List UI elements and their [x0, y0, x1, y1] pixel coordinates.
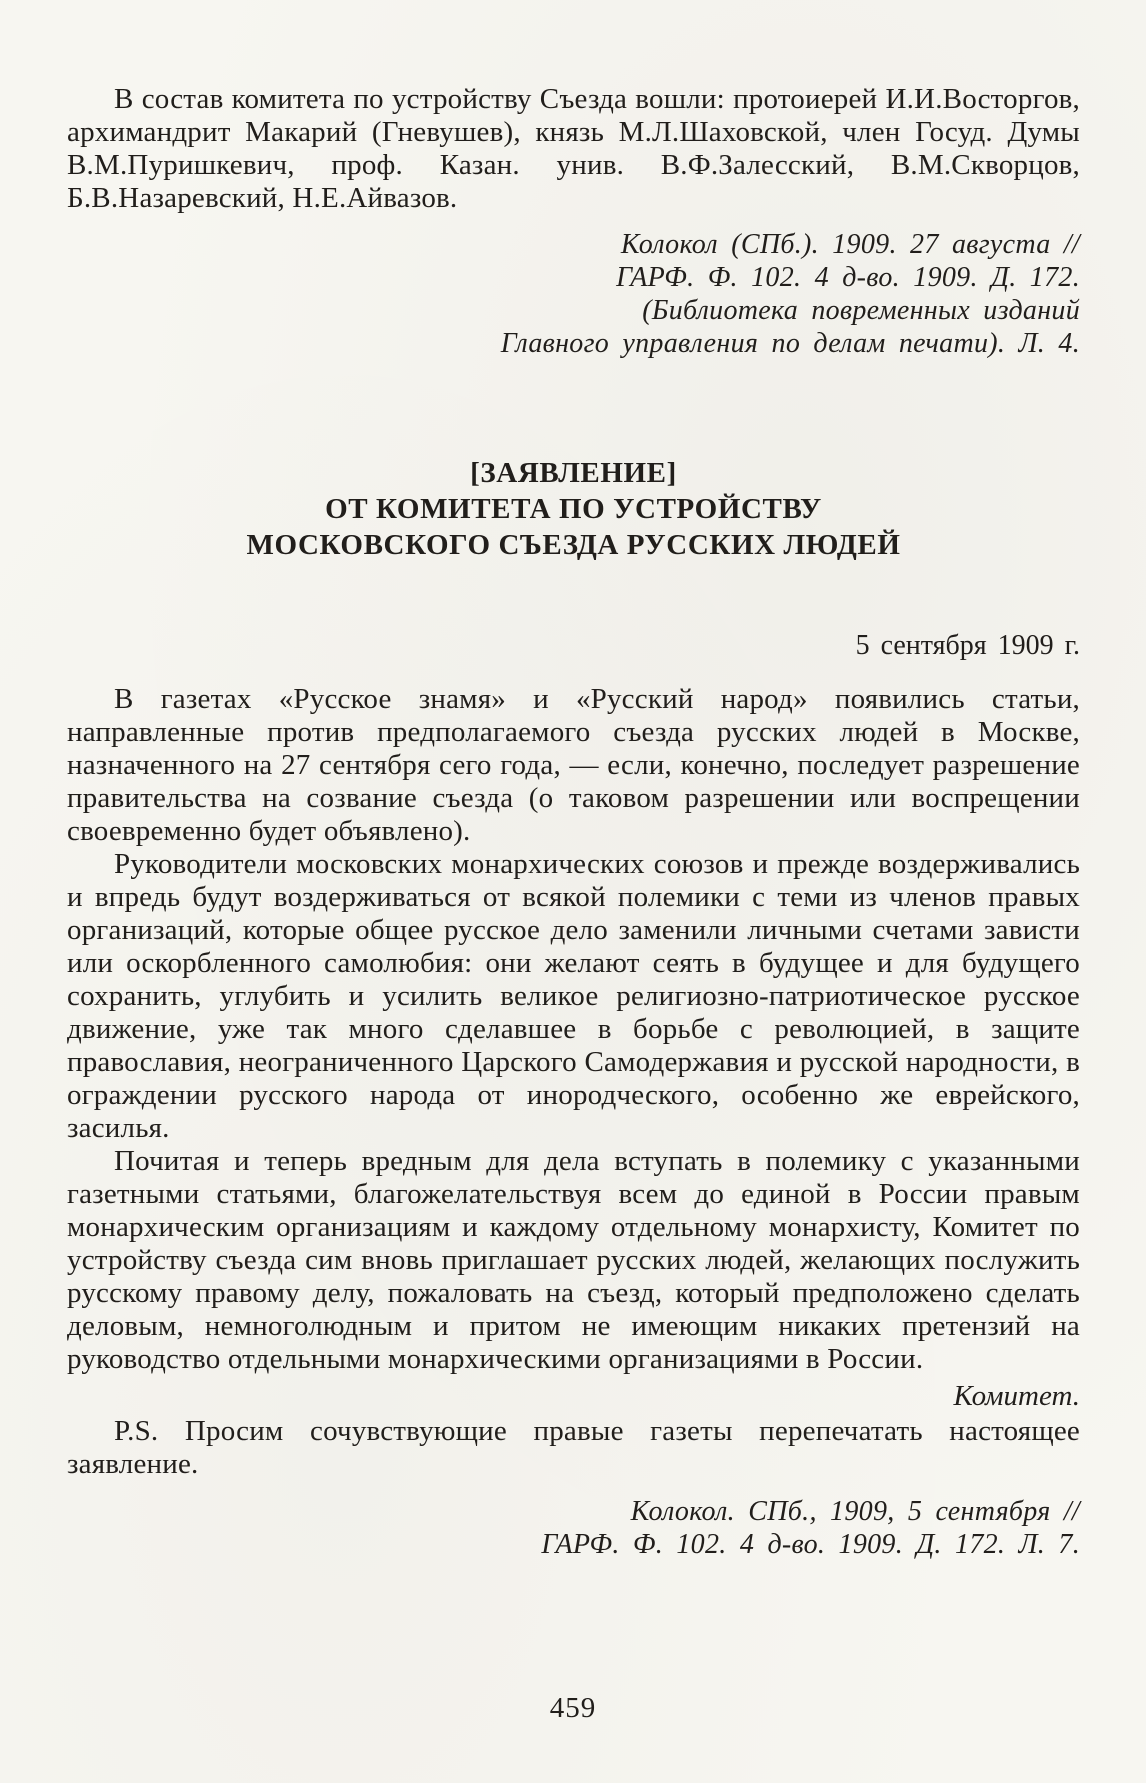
- page-content: [67, 83, 1080, 1561]
- citation-line: (Библиотека повременных изданий: [642, 295, 1080, 326]
- source-citation-bottom: [67, 1495, 1080, 1561]
- body-paragraph: В газетах «Русское знамя» и «Русский народ» появились статьи, направленные против предполагаемого съезда русских людей в Москве, назначенного на 27 сентября сего года, — если, конечно, последует разрешение правительства на созвание съезда (о таковом разрешении или воспрещении своевременно будет объявлено).: [67, 683, 1080, 847]
- citation-line: ГАРФ. Ф. 102. 4 д-во. 1909. Д. 172.: [616, 262, 1080, 293]
- postscript-paragraph: P.S. Просим сочувствующие правые газеты перепечатать настоящее заявление.: [67, 1415, 1080, 1480]
- intro-paragraph: В состав комитета по устройству Съезда вошли: протоиерей И.И.Восторгов, архимандрит Макарий (Гневушев), князь М.Л.Шаховской, член Госуд. Думы В.М.Пуришкевич, проф. Казан. унив. В.Ф.Залесский, В.М.Скворцов, Б.В.Назаревский, Н.Е.Айвазов.: [67, 83, 1080, 214]
- citation-line: ГАРФ. Ф. 102. 4 д-во. 1909. Д. 172. Л. 7.: [541, 1529, 1080, 1560]
- document-heading: [67, 455, 1080, 563]
- citation-line: Колокол (СПб.). 1909. 27 августа //: [620, 229, 1080, 260]
- heading-line-2: ОТ КОМИТЕТА ПО УСТРОЙСТВУ: [325, 493, 822, 525]
- document-body: [67, 683, 1080, 1376]
- page-number: 459: [549, 1692, 597, 1724]
- heading-line-3: МОСКОВСКОГО СЪЕЗДА РУССКИХ ЛЮДЕЙ: [246, 529, 901, 561]
- dateline: 5 сентября 1909 г.: [855, 630, 1080, 661]
- body-paragraph: Руководители московских монархических союзов и прежде воздерживались и впредь будут воздерживаться от всякой полемики с теми из членов правых организаций, которые общее русское дело заменили личными счетами зависти или оскорбленного самолюбия: они желают сеять в будущее и для будущего сохранить, углубить и усилить великое религиозно-патриотическое русское движение, уже так много сделавшее в борьбе с революцией, в защите православия, неограниченного Царского Самодержавия и русской народности, в ограждении русского народа от инородческого, особенно же еврейского, засилья.: [67, 848, 1080, 1144]
- citation-line: Главного управления по делам печати). Л. 4.: [500, 328, 1080, 359]
- heading-line-1: [ЗАЯВЛЕНИЕ]: [470, 457, 677, 489]
- citation-line: Колокол. СПб., 1909, 5 сентября //: [630, 1496, 1080, 1527]
- body-paragraph: Почитая и теперь вредным для дела вступать в полемику с указанными газетными статьями, благожелательствуя всем до единой в России правым монархическим организациям и каждому отдельному монархисту, Комитет по устройству съезда сим вновь приглашает русских людей, желающих послужить русскому правому делу, пожаловать на съезд, который предположено сделать деловым, немноголюдным и притом не имеющим никаких претензий на руководство отдельными монархическими организациями в России.: [67, 1145, 1080, 1375]
- source-citation-top: [67, 228, 1080, 360]
- signature: Комитет.: [953, 1380, 1080, 1412]
